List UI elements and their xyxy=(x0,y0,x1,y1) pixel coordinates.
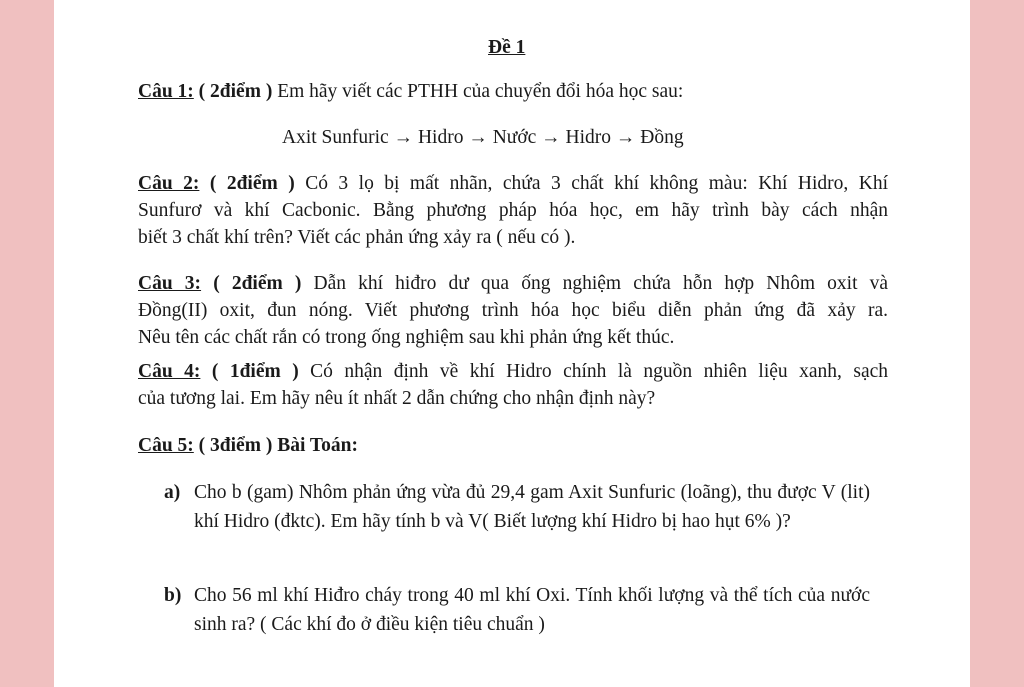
question-4-label: Câu 4: xyxy=(138,361,201,382)
question-2-label: Câu 2: xyxy=(138,173,200,194)
question-5b-text: Cho 56 ml khí Hiđro cháy trong 40 ml khí Oxi. Tính khối lượng và thể tích của nước sinh ra? ( Các khí đo ở điều kiện tiêu chuẩn ) xyxy=(194,585,870,635)
question-1 xyxy=(138,78,888,105)
question-3-line-3: Nêu tên các chất rắn có trong ống nghiệm sau khi phản ứng kết thúc. xyxy=(138,327,675,348)
question-3 xyxy=(138,270,888,351)
question-2-points: ( 2điểm ) xyxy=(209,173,295,194)
page-title: Đề 1 xyxy=(488,37,526,58)
question-4-line-1: Câu 4: ( 1điểm ) Có nhận định về khí Hidro chính là nguồn nhiên liệu xanh, sạch xyxy=(138,361,888,382)
question-2 xyxy=(138,170,888,251)
question-5a-text: Cho b (gam) Nhôm phản ứng vừa đủ 29,4 gam Axit Sunfuric (loãng), thu được V (lit) khí Hidro (đktc). Em hãy tính b và V( Biết lượng khí Hidro bị hao hụt 6% )? xyxy=(194,482,870,532)
question-2-line-2: Sunfurơ và khí Cacbonic. Bằng phương pháp hóa học, em hãy trình bày cách nhận xyxy=(138,200,888,221)
question-3-line-2: Đồng(II) oxit, đun nóng. Viết phương trình hóa học biểu diễn phản ứng đã xảy ra. xyxy=(138,300,888,321)
reaction-chain: Axit Sunfuric → Hidro → Nước → Hidro → Đồng xyxy=(282,127,684,148)
question-3-label: Câu 3: xyxy=(138,273,202,294)
question-1-points: ( 2điểm ) xyxy=(198,81,273,102)
question-5 xyxy=(138,432,888,459)
document-page xyxy=(54,0,970,687)
question-5a-marker: a) xyxy=(164,482,181,503)
question-4-points: ( 1điểm ) xyxy=(211,361,299,382)
question-1-text: Em hãy viết các PTHH của chuyển đổi hóa học sau: xyxy=(277,81,684,102)
question-5-points: ( 3điểm ) xyxy=(198,435,273,456)
question-4-line-2: của tương lai. Em hãy nêu ít nhất 2 dẫn chứng cho nhận định này? xyxy=(138,388,656,409)
question-4 xyxy=(138,358,888,412)
question-1-label: Câu 1: xyxy=(138,81,194,102)
question-5-heading: Bài Toán: xyxy=(277,435,358,456)
question-5b-marker: b) xyxy=(164,585,182,606)
question-3-points: ( 2điểm ) xyxy=(213,273,302,294)
question-2-line-1: Câu 2: ( 2điểm ) Có 3 lọ bị mất nhãn, chứa 3 chất khí không màu: Khí Hidro, Khí xyxy=(138,173,889,194)
question-2-line-3: biết 3 chất khí trên? Viết các phản ứng xảy ra ( nếu có ). xyxy=(138,227,576,248)
question-5-label: Câu 5: xyxy=(138,435,194,456)
question-3-line-1: Câu 3: ( 2điểm ) Dẫn khí hiđro dư qua ống nghiệm chứa hỗn hợp Nhôm oxit và xyxy=(138,273,889,294)
